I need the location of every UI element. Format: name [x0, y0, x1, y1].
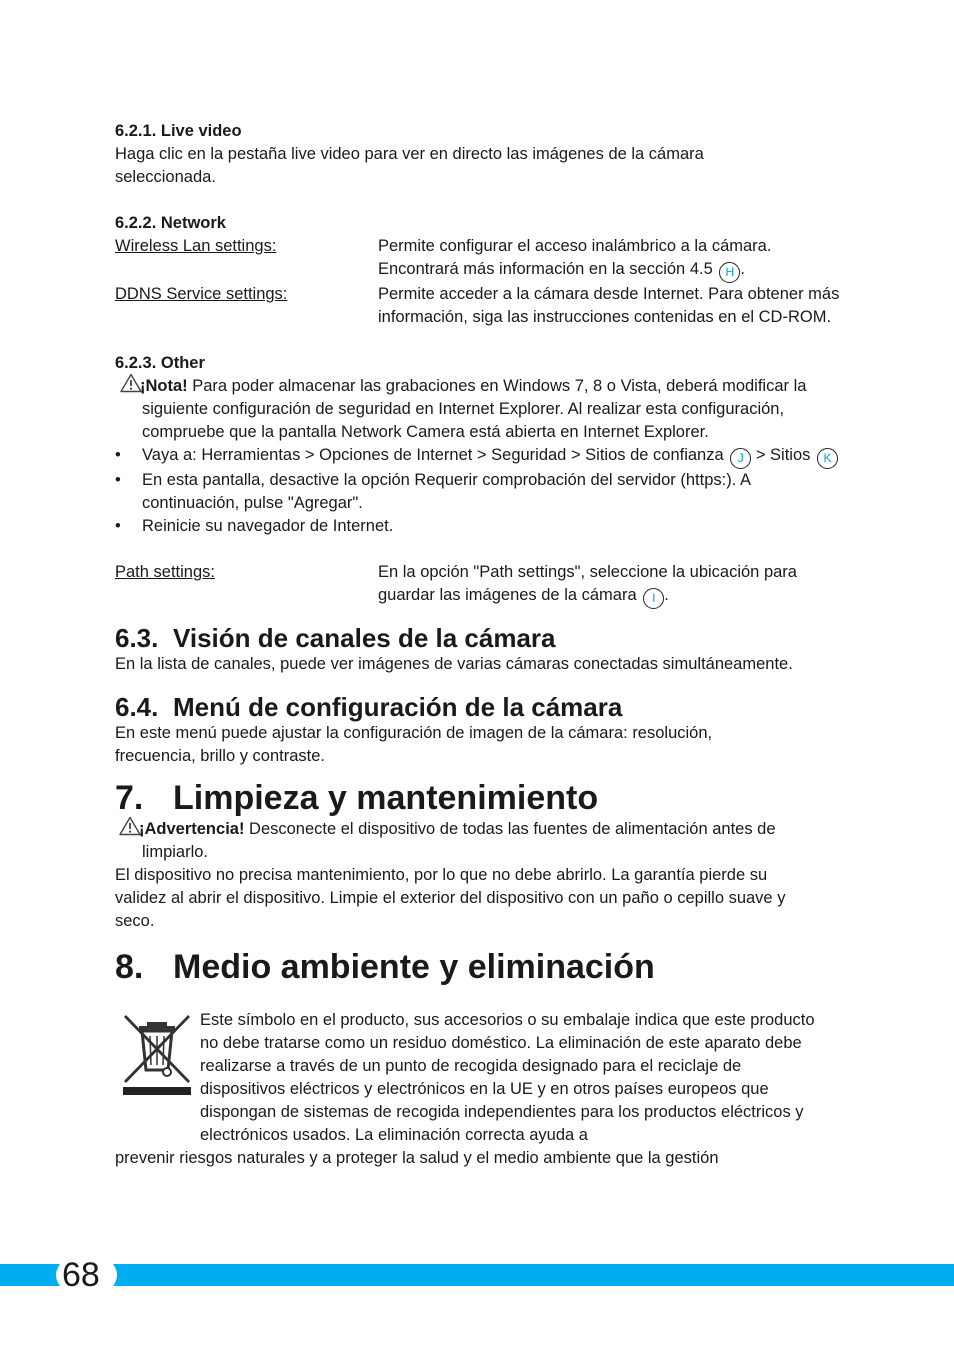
warning-icon — [120, 373, 142, 393]
path-settings-row — [115, 561, 845, 609]
section-7-text: El dispositivo no precisa mantenimiento, por lo que no debe abrirlo. La garantía pierde su validez al abrir el dispositivo. Limpie el exterior del dispositivo con un paño o cepillo suave y seco. — [115, 866, 786, 930]
path-settings-text: En la opción "Path settings", seleccione la ubicación para guardar las imágenes de la cámara I . — [378, 561, 845, 609]
note-paragraph — [115, 375, 845, 444]
left-bracket — [52, 1264, 60, 1286]
heading-6-3: 6.3. Visión de canales de la cámara — [115, 623, 556, 653]
weee-section — [115, 1009, 845, 1170]
page-number: 68 — [62, 1256, 100, 1294]
crossed-bin-icon — [121, 1014, 193, 1096]
ddns-label: DDNS Service settings: — [115, 285, 288, 303]
badge-h: H — [719, 262, 740, 283]
heading-other: 6.2.3. Other — [115, 354, 205, 372]
bullet-item-1: • Vaya a: Herramientas > Opciones de Internet > Seguridad > Sitios de confianza J > Sitios K — [115, 444, 845, 469]
badge-i: I — [643, 588, 664, 609]
warning-text: Desconecte el dispositivo de todas las fuentes de alimentación antes de limpiarlo. — [142, 820, 776, 861]
weee-text-continued: prevenir riesgos naturales y a proteger la salud y el medio ambiente que la gestión — [115, 1149, 719, 1167]
right-bracket — [113, 1264, 121, 1286]
page-content — [115, 120, 845, 1170]
heading-8: 8. Medio ambiente y eliminación — [115, 948, 655, 986]
wireless-lan-text: Permite configurar el acceso inalámbrico a la cámara. Encontrará más información en la sección 4.5 H . — [378, 235, 845, 283]
ddns-text: Permite acceder a la cámara desde Internet. Para obtener más información, siga las instrucciones contenidas en el CD-ROM. — [378, 285, 840, 326]
bullet-item-3: • Reinicie su navegador de Internet. — [115, 515, 845, 538]
section-6-4-text: En este menú puede ajustar la configuración de imagen de la cámara: resolución, frecuencia, brillo y contraste. — [115, 724, 713, 765]
weee-text: Este símbolo en el producto, sus accesorios o su embalaje indica que este producto no debe tratarse como un residuo doméstico. La eliminación de este aparato debe realizarse a través de un punto de recogida designado para el reciclaje de dispositivos eléctricos y electrónicos en la UE y en otros países europeos que dispongan de sistemas de recogida independientes para los productos eléctricos y electrónicos usados. La eliminación correcta ayuda a — [200, 1011, 815, 1144]
bullet-item-2: • En esta pantalla, desactive la opción Requerir comprobación del servidor (https:). A continuación, pulse "Agregar". — [115, 469, 845, 515]
warning-label: ¡Advertencia! — [139, 820, 245, 838]
warning-paragraph — [115, 818, 822, 864]
badge-j: J — [730, 448, 751, 469]
note-label: ¡Nota! — [140, 377, 188, 395]
heading-live-video: 6.2.1. Live video — [115, 122, 242, 140]
heading-network: 6.2.2. Network — [115, 214, 226, 232]
wireless-lan-row — [115, 235, 845, 283]
path-settings-label: Path settings: — [115, 563, 215, 581]
heading-6-4: 6.4. Menú de configuración de la cámara — [115, 692, 623, 722]
badge-k: K — [817, 448, 838, 469]
section-6-3-text: En la lista de canales, puede ver imágenes de varias cámaras conectadas simultáneamente. — [115, 655, 793, 673]
footer-bar — [0, 1264, 954, 1286]
wireless-lan-label: Wireless Lan settings: — [115, 237, 277, 255]
heading-7: 7. Limpieza y mantenimiento — [115, 779, 599, 817]
ddns-row — [115, 283, 845, 329]
warning-icon — [119, 816, 141, 836]
live-video-text: Haga clic en la pestaña live video para ver en directo las imágenes de la cámara seleccionada. — [115, 145, 704, 186]
note-text: Para poder almacenar las grabaciones en Windows 7, 8 o Vista, deberá modificar la siguiente configuración de seguridad en Internet Explorer. Al realizar esta configuración, compruebe que la pantalla Network Camera está abierta en Internet Explorer. — [142, 377, 807, 441]
